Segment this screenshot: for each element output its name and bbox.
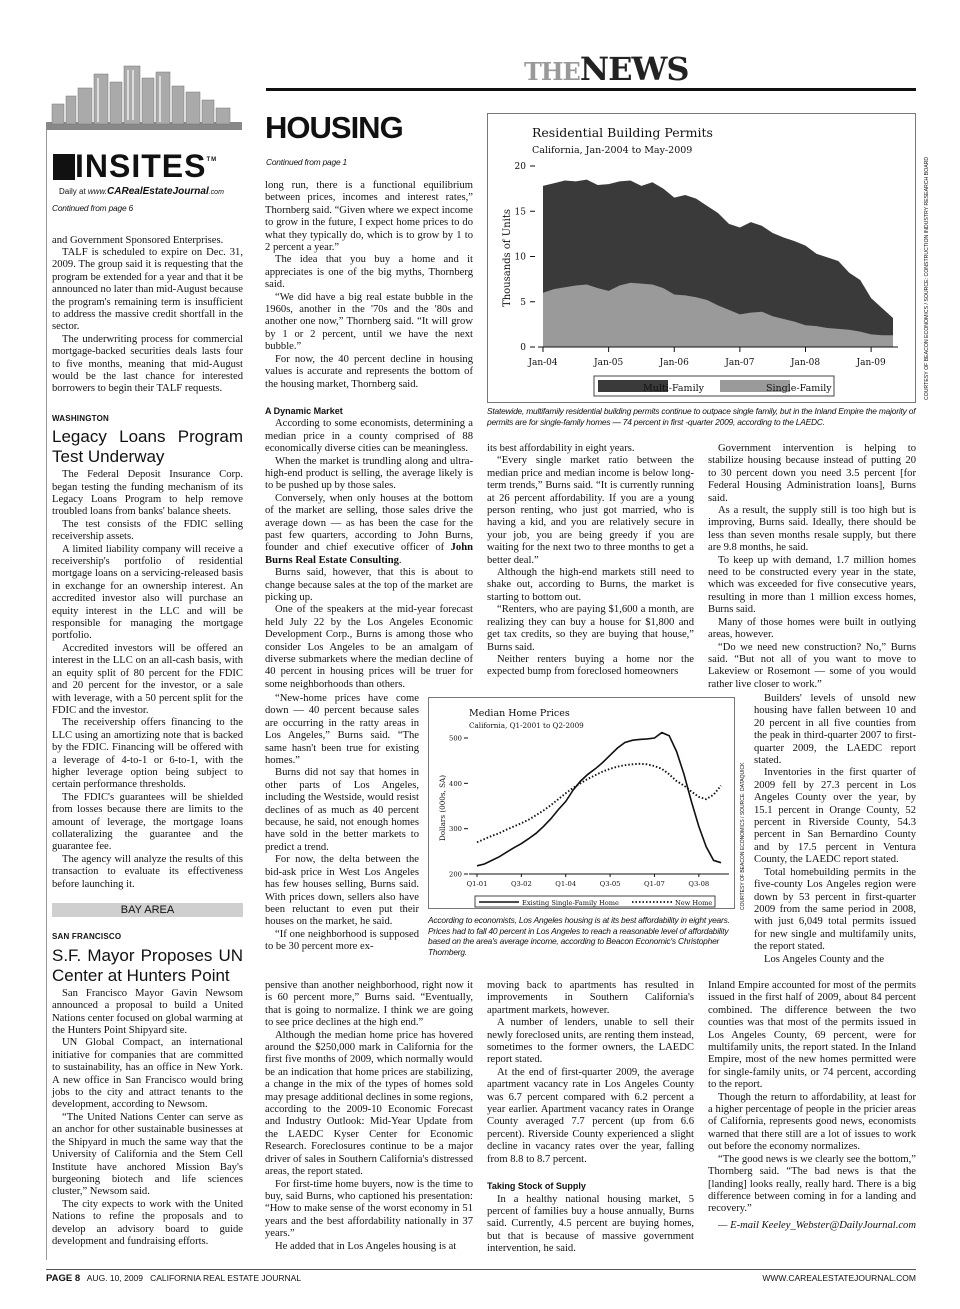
story1-para-1: The test consists of the FDIC selling receivership assets. bbox=[52, 518, 243, 543]
col4-bottom-first: Inland Empire accounted for most of the permits issued in the first half of 2009, about 84 percent combined. The difference between the two counties was that most of the permits issued in Los Angeles County, 69 percent, were for multifamily units, the report stated. In the Inland Empire, most of the new homes permitted were for single-family units, or 74 percent, according to the report. bbox=[708, 980, 916, 1091]
chart1-x-tick-label: Jan-07 bbox=[725, 358, 755, 368]
left-intro-2: The underwriting process for commercial mortgage-backed securities deals lasts four to five months, meaning that mid-August would be the last chance for interested borrowers to begin their TALF requests. bbox=[52, 333, 243, 395]
chart1-y-tick-label: 0 bbox=[520, 343, 526, 353]
col2-narrow-3: “If one neighborhood is supposed to be 30 percent more ex- bbox=[265, 928, 419, 953]
chart1-x-tick-label: Jan-04 bbox=[528, 358, 558, 368]
footer-pub: CALIFORNIA REAL ESTATE JOURNAL bbox=[150, 1273, 302, 1283]
chart1-svg bbox=[488, 114, 915, 402]
chart2-x-tick-label: Q1-07 bbox=[644, 880, 665, 888]
story1-headline: Legacy Loans Program Test Underway bbox=[52, 427, 243, 467]
masthead bbox=[524, 50, 689, 88]
footer-page: PAGE 8 bbox=[46, 1273, 81, 1284]
story1-para-0: The Federal Deposit Insurance Corp. began testing the funding mechanism of its Legacy Loans Program to help remove troubled loans from banks' balance sheets. bbox=[52, 469, 243, 518]
col3-bottom-first: moving back to apartments has resulted in improvements in Southern California's apartment markets, however. bbox=[487, 980, 694, 1016]
chart1-subtitle: California, Jan-2004 to May-2009 bbox=[532, 145, 693, 156]
col4-top-3: Many of those homes were built in outlying areas, however. bbox=[708, 616, 916, 641]
col3-top-2: “Renters, who are paying $1,600 a month, are realizing they can buy a house for $1,800 and get tax credits, so they are buying that house,” Burns said. bbox=[487, 604, 694, 653]
chart2-credit: COURTESY OF BEACON ECONOMICS / SOURCE: DATAQUICK bbox=[740, 762, 746, 910]
story2-para-2: “The United Nations Center can serve as an anchor for other sustainable businesses at the Shipyard in much the same way that the University of California and the Stem Cell Institute have anchored Mission Bay's burgeoning biotech and life sciences cluster,” Newsom said. bbox=[52, 1111, 243, 1198]
col2-mid2-1: One of the speakers at the mid-year forecast held July 22 by the Los Angeles Economic Development Corp., Burns is among those who consider Los Angeles to be an amalgam of diverse submarkets where the median decline of 40 percent in housing prices will be truer for some neighborhoods than others. bbox=[265, 604, 473, 690]
chart2-y-tick-label: 500 bbox=[449, 734, 462, 743]
story2-para-1: UN Global Compact, an international initiative for companies that are committed to sustainability, has an office in New York. A new office in San Francisco would bring jobs to the city and attract tenants to the development, according to Newsom. bbox=[52, 1037, 243, 1111]
chart2-y-tick-label: 200 bbox=[449, 870, 462, 879]
chart2-x-tick-label: Q1-01 bbox=[466, 880, 488, 888]
chart1-x-tick-label: Jan-05 bbox=[593, 358, 624, 368]
col2-narrow-0: “New-home prices have come down — 40 percent because sales are occurring in the ratty areas in Los Angeles,” Burns said. “The same hasn't been true for existing homes.” bbox=[265, 693, 419, 767]
chart1-ylabel: Thousands of Units bbox=[502, 209, 513, 307]
story2-para-3: The city expects to work with the United Nations to refine the proposals and to develop an advisory board to guide development and fundraising efforts. bbox=[52, 1198, 243, 1247]
col3-bottom bbox=[487, 980, 694, 1256]
col4-bottom bbox=[708, 980, 916, 1232]
john-burns-consulting: John Burns Real Estate Consulting bbox=[265, 542, 473, 566]
chart1-title: Residential Building Permits bbox=[532, 125, 713, 140]
chart2-y-tick-label: 400 bbox=[449, 779, 462, 788]
chart2-y-tick-label: 300 bbox=[449, 825, 462, 834]
subhead-taking-stock: Taking Stock of Supply bbox=[487, 1181, 586, 1192]
bay-area-bar: BAY AREA bbox=[52, 903, 243, 917]
left-intro-1: TALF is scheduled to expire on Dec. 31, 2009. The group said it is requesting that the program be extended for a year and that it be announced no later than mid-August because the program's remaining term is insufficient to address the massive credit shortfall in the sector. bbox=[52, 246, 243, 333]
col4-narrow-3: Los Angeles County and the bbox=[764, 953, 885, 965]
continued-from-1: Continued from page 1 bbox=[266, 157, 348, 167]
col4-bottom-1: “The good news is we clearly see the bottom,” Thornberg said. “The bad news is that the [landing] looks really, really hard. There is a big difference between coming in for a landing and recovery.” bbox=[708, 1153, 916, 1215]
chart1-y-tick-label: 20 bbox=[514, 162, 526, 172]
insites-logo bbox=[53, 144, 243, 182]
chart2-legend-new: New Home bbox=[675, 899, 713, 907]
chart2-subtitle: California, Q1-2001 to Q2-2009 bbox=[469, 721, 584, 730]
col4-email: — E-mail Keeley_Webster@DailyJournal.com bbox=[718, 1219, 916, 1231]
chart1-y-tick-label: 10 bbox=[514, 252, 526, 263]
story2-kicker: SAN FRANCISCO bbox=[52, 932, 122, 942]
col3-top-0: “Every single market ratio between the median price and median income is below long-term trends,” Burns said. “It is currently running at 26 percent affordability. If you are a young person renting, who just got married, who is having a kid, and you are relatively secure in your job, you are being greedy if you are waiting for the next two to three months to get a better deal.” bbox=[487, 455, 694, 566]
chart1-y-tick-label: 5 bbox=[520, 297, 526, 308]
col4-bottom-0: Though the return to affordability, at least for a higher percentage of people in the pricier areas of California, represents good news, economists warned that there still are a lot of issues to work out before the economy normalizes. bbox=[708, 1091, 916, 1153]
col2-top-1: The idea that you buy a home and it appreciates is one of the big myths, Thornberg said. bbox=[265, 254, 473, 291]
col2-burns-para: Conversely, when only houses at the bottom of the market are selling, those sales drive the average down — as has been the case for the past few quarters, according to John Burns, founder and chief executive officer of John Burns Real Estate Consulting. bbox=[265, 492, 473, 566]
chart1-x-tick-label: Jan-09 bbox=[856, 358, 886, 368]
col2-narrow bbox=[265, 693, 419, 954]
chart1-frame bbox=[487, 113, 916, 403]
col4-narrow-2: Total homebuilding permits in the five-county Los Angeles region were down by 53 percent in first-quarter 2009 from the same period in 2008, with just 6,049 total permits issued for new single and multifamily units, the report stated. bbox=[754, 866, 916, 953]
chart1-legend bbox=[594, 376, 834, 396]
chart2-ylabel: Dollars (000s, SA) bbox=[438, 774, 447, 842]
footer-rule bbox=[46, 1269, 916, 1270]
col3-top bbox=[487, 443, 694, 679]
col2-bottom-first: pensive than another neighborhood, right now it is 60 percent more,” Burns said. “Eventually, that is going to normalize. I think we are going to see price declines at the high end.” bbox=[265, 980, 473, 1029]
insites-logo-text: INSITES bbox=[75, 148, 207, 184]
col2-narrow-2: For now, the delta between the bid-ask price in West Los Angeles has few houses selling, Burns said. With prices down, sellers also have been reluctant to even put their houses on the market, he said. bbox=[265, 854, 419, 928]
chart2-x-tick-label: Q3-08 bbox=[688, 880, 710, 888]
story2-headline: S.F. Mayor Proposes UN Center at Hunters Point bbox=[52, 945, 243, 985]
story1-para-3: Accredited investors will be offered an interest in the LLC on an all-cash basis, with an equity split of 80 percent for the FDIC and 20 percent for the investor, or a sale with leverage, with a 50 percent split for the FDIC and the investor. bbox=[52, 642, 243, 716]
continued-from-6: Continued from page 6 bbox=[52, 203, 134, 213]
chart1-legend-multi: Multi-Family bbox=[643, 383, 705, 394]
skyline-image bbox=[46, 62, 242, 130]
col2-top-3: For now, the 40 percent decline in housing values is accurate and represents the bottom of the housing market, Thornberg said. bbox=[265, 353, 473, 390]
col2-mid-1: When the market is trundling along and ultra-high-end product is selling, the average likely is to be pushed up by those sales. bbox=[265, 455, 473, 492]
left-intro-0: and Government Sponsored Enterprises. bbox=[52, 234, 224, 246]
col4-top-2: To keep up with demand, 1.7 million homes need to be constructed every year in the state, which was exceeded for five consecutive years, resulting in more than 1 million excess homes, Burns said. bbox=[708, 554, 916, 616]
chart2-svg bbox=[429, 698, 734, 908]
story1-para-4: The receivership offers financing to the LLC using an amortizing note that is backed by the FDIC. Financing will be offered with a leverage of 4-to-1 or 6-to-1, with the higher leverage option being subject to certain performance thresholds. bbox=[52, 717, 243, 791]
col4-narrow-0: Builders' levels of unsold new housing have fallen between 10 and 20 percent in all five counties from the peak in third-quarter 2007 to first-quarter 2009, the LAEDC report stated. bbox=[754, 693, 916, 767]
chart2-x-tick-label: Q1-04 bbox=[555, 880, 577, 888]
col2-mid-0: According to some economists, determining a median price in a county comprised of 88 economically diverse cities can be meaningless. bbox=[265, 418, 473, 455]
col2-bottom-1: For first-time home buyers, now is the time to buy, said Burns, who captioned his presentation: “How to make sense of the worst economy in 51 years and the best affordability nationally in 37 years.” bbox=[265, 1178, 473, 1240]
col2-top-0: long run, there is a functional equilibrium between prices, incomes and interest rates,” Thornberg said. “Given where we expect income to grow in the future, I expect home prices to do what they typically do, which is to grow by 1 to 2 percent a year.” bbox=[265, 180, 473, 254]
chart1-y-tick-label: 15 bbox=[514, 207, 526, 218]
insites-daily: Daily at www.CARealEstateJournal.com bbox=[59, 186, 224, 197]
col2-mid2-0: Burns said, however, that this is about to change because sales at the top of the market are picking up. bbox=[265, 567, 473, 603]
story1-kicker: WASHINGTON bbox=[52, 413, 109, 423]
chart2-legend bbox=[475, 896, 715, 907]
chart2-line-existing-single-family bbox=[477, 733, 721, 866]
subhead-dynamic-market: A Dynamic Market bbox=[265, 405, 343, 416]
masthead-rule bbox=[266, 88, 916, 91]
chart1-legend-single: Single-Family bbox=[766, 383, 832, 394]
col3-end-0: In a healthy national housing market, 5 percent of families buy a house annually, Burns said. Currently, 4.5 percent are buying homes, but that is because of massive government intervention, he said. bbox=[487, 1193, 694, 1255]
chart1-x-tick-label: Jan-06 bbox=[659, 358, 689, 368]
footer-date: AUG. 10, 2009 bbox=[86, 1273, 143, 1283]
masthead-the: THE bbox=[524, 57, 580, 86]
chart2-caption: According to economists, Los Angeles housing is at its best affordability in eight years. Prices had to fall 40 percent in Los Angeles to reach a reasonable level of affordability based on the area's average income, according to Beacon Economic's Christopher Thornberg. bbox=[428, 915, 730, 957]
col3-bottom-1: At the end of first-quarter 2009, the average apartment vacancy rate in Los Angeles County was 6.7 percent compared with 6.2 percent a year earlier. Apartment vacancy rates in Orange County averaged 7.7 percent (up from 6.6 percent). Riverside County experienced a slight decline in vacancy rates over the year, falling from 8.8 to 8.7 percent. bbox=[487, 1066, 694, 1165]
col3-top-1: Although the high-end markets still need to shake out, according to Burns, the market is starting to bottom out. bbox=[487, 567, 694, 603]
footer-url: WWW.CAREALESTATEJOURNAL.COM bbox=[762, 1273, 916, 1283]
col4-top-0: Government intervention is helping to stabilize housing because instead of putting 20 to 30 percent down you need 3.5 percent [for Federal Housing Administration loans], Burns said. bbox=[708, 443, 916, 504]
col4-narrow-1: Inventories in the first quarter of 2009 fell by 27.3 percent in Los Angeles County over the year, by 15.1 percent in Orange County, 52 percent in Riverside County, 54.3 percent in San Bernardino County and by 17.5 percent in Ventura County, the LAEDC report stated. bbox=[754, 767, 916, 866]
masthead-news: NEWS bbox=[579, 50, 689, 88]
col4-top-1: As a result, the supply still is too high but is improving, Burns said. Ideally, there should be less than seven months resale supply, but there are 9.8 months, he said. bbox=[708, 505, 916, 554]
chart2-plot bbox=[449, 733, 729, 888]
col3-bottom-0: A number of lenders, unable to sell their newly foreclosed units, are renting them instead, sometimes to the former owners, the LAEDC report stated. bbox=[487, 1017, 694, 1066]
col2-bottom-0: Although the median home price has hovered around the $250,000 mark in California for the first five months of 2009, which normally would be an indication that home prices are stabilizing, a change in the mix of the types of homes sold may presage additional declines in some regions, according to the 2009-10 Economic Forecast and Industry Outlook: Mid-Year Update from the LAEDC Kyser Center for Economic Research. Foreclosures continue to be a major driver of sales in Southern California's distressed areas, the report stated. bbox=[265, 1029, 473, 1178]
left-text bbox=[52, 203, 243, 1248]
chart2-legend-existing: Existing Single-Family Home bbox=[522, 899, 619, 907]
chart2-frame bbox=[428, 697, 735, 909]
col3-top-first: its best affordability in eight years. bbox=[487, 443, 635, 454]
insites-logo-block bbox=[47, 130, 243, 197]
col2-bottom-2: He added that in Los Angeles housing is at bbox=[275, 1240, 457, 1252]
story1-para-6: The agency will analyze the results of this transaction to evaluate its effectiveness before launching it. bbox=[52, 853, 243, 890]
insites-tm: TM bbox=[206, 157, 218, 163]
chart1-credit: COURTESY OF BEACON ECONOMICS / SOURCE: CONSTRUCTION INDUSTRY RESEARCH BOARD bbox=[924, 156, 930, 400]
chart1-plot bbox=[515, 162, 898, 368]
col2-top bbox=[265, 180, 473, 691]
story1-para-2: A limited liability company will receive a receivership's portfolio of residential mortgage loans on a servicing-released basis in exchange for an ownership interest. An accredited investor also will purchase an equity interest in the LLC and will be responsible for managing the mortgage portfolio. bbox=[52, 543, 243, 642]
chart2-x-tick-label: Q3-02 bbox=[510, 880, 532, 888]
chart1-x-tick-label: Jan-08 bbox=[790, 358, 821, 368]
col2-top-2: “We did have a big real estate bubble in the 1960s, another in the '70s and the '80s and another one now,” Thornberg said. “It will grow by 1 or 2 percent, until we have the next bubble.” bbox=[265, 291, 473, 353]
col2-bottom bbox=[265, 980, 473, 1253]
chart1-caption: Statewide, multifamily residential building permits continue to outpace single family, but in the Inland Empire the majority of permits are for single-family homes — 74 percent in first -quarter 2009, according to the LAEDC. bbox=[487, 406, 916, 427]
story2-para-0: San Francisco Mayor Gavin Newsom announced a proposal to build a United Nations center focused on global warming at the Hunters Point Shipyard site. bbox=[52, 987, 243, 1037]
story1-para-5: The FDIC's guarantees will be shielded from losses because there are limits to the amount of leverage, the mortgage loans collateralizing the guarantee and the guarantee fee. bbox=[52, 791, 243, 853]
housing-title: HOUSING bbox=[265, 110, 403, 145]
col4-top bbox=[708, 443, 916, 691]
chart2-x-tick-label: Q3-05 bbox=[599, 880, 621, 888]
col3-top-3: Neither renters buying a home nor the expected bump from foreclosed homeowners bbox=[487, 653, 694, 678]
chart2-title: Median Home Prices bbox=[469, 708, 570, 719]
col4-top-4: “Do we need new construction? No,” Burns said. “But not all of you want to move to Lakeview or Rosemont — some of you would rather live closer to work.” bbox=[708, 641, 916, 690]
col4-narrow bbox=[754, 693, 916, 966]
col2-narrow-1: Burns did not say that homes in other parts of Los Angeles, including the Westside, would resist declines of as much as 40 percent because, he said, not enough homes have sold in the better markets to predict a trend. bbox=[265, 767, 419, 853]
footer-left bbox=[46, 1273, 301, 1284]
